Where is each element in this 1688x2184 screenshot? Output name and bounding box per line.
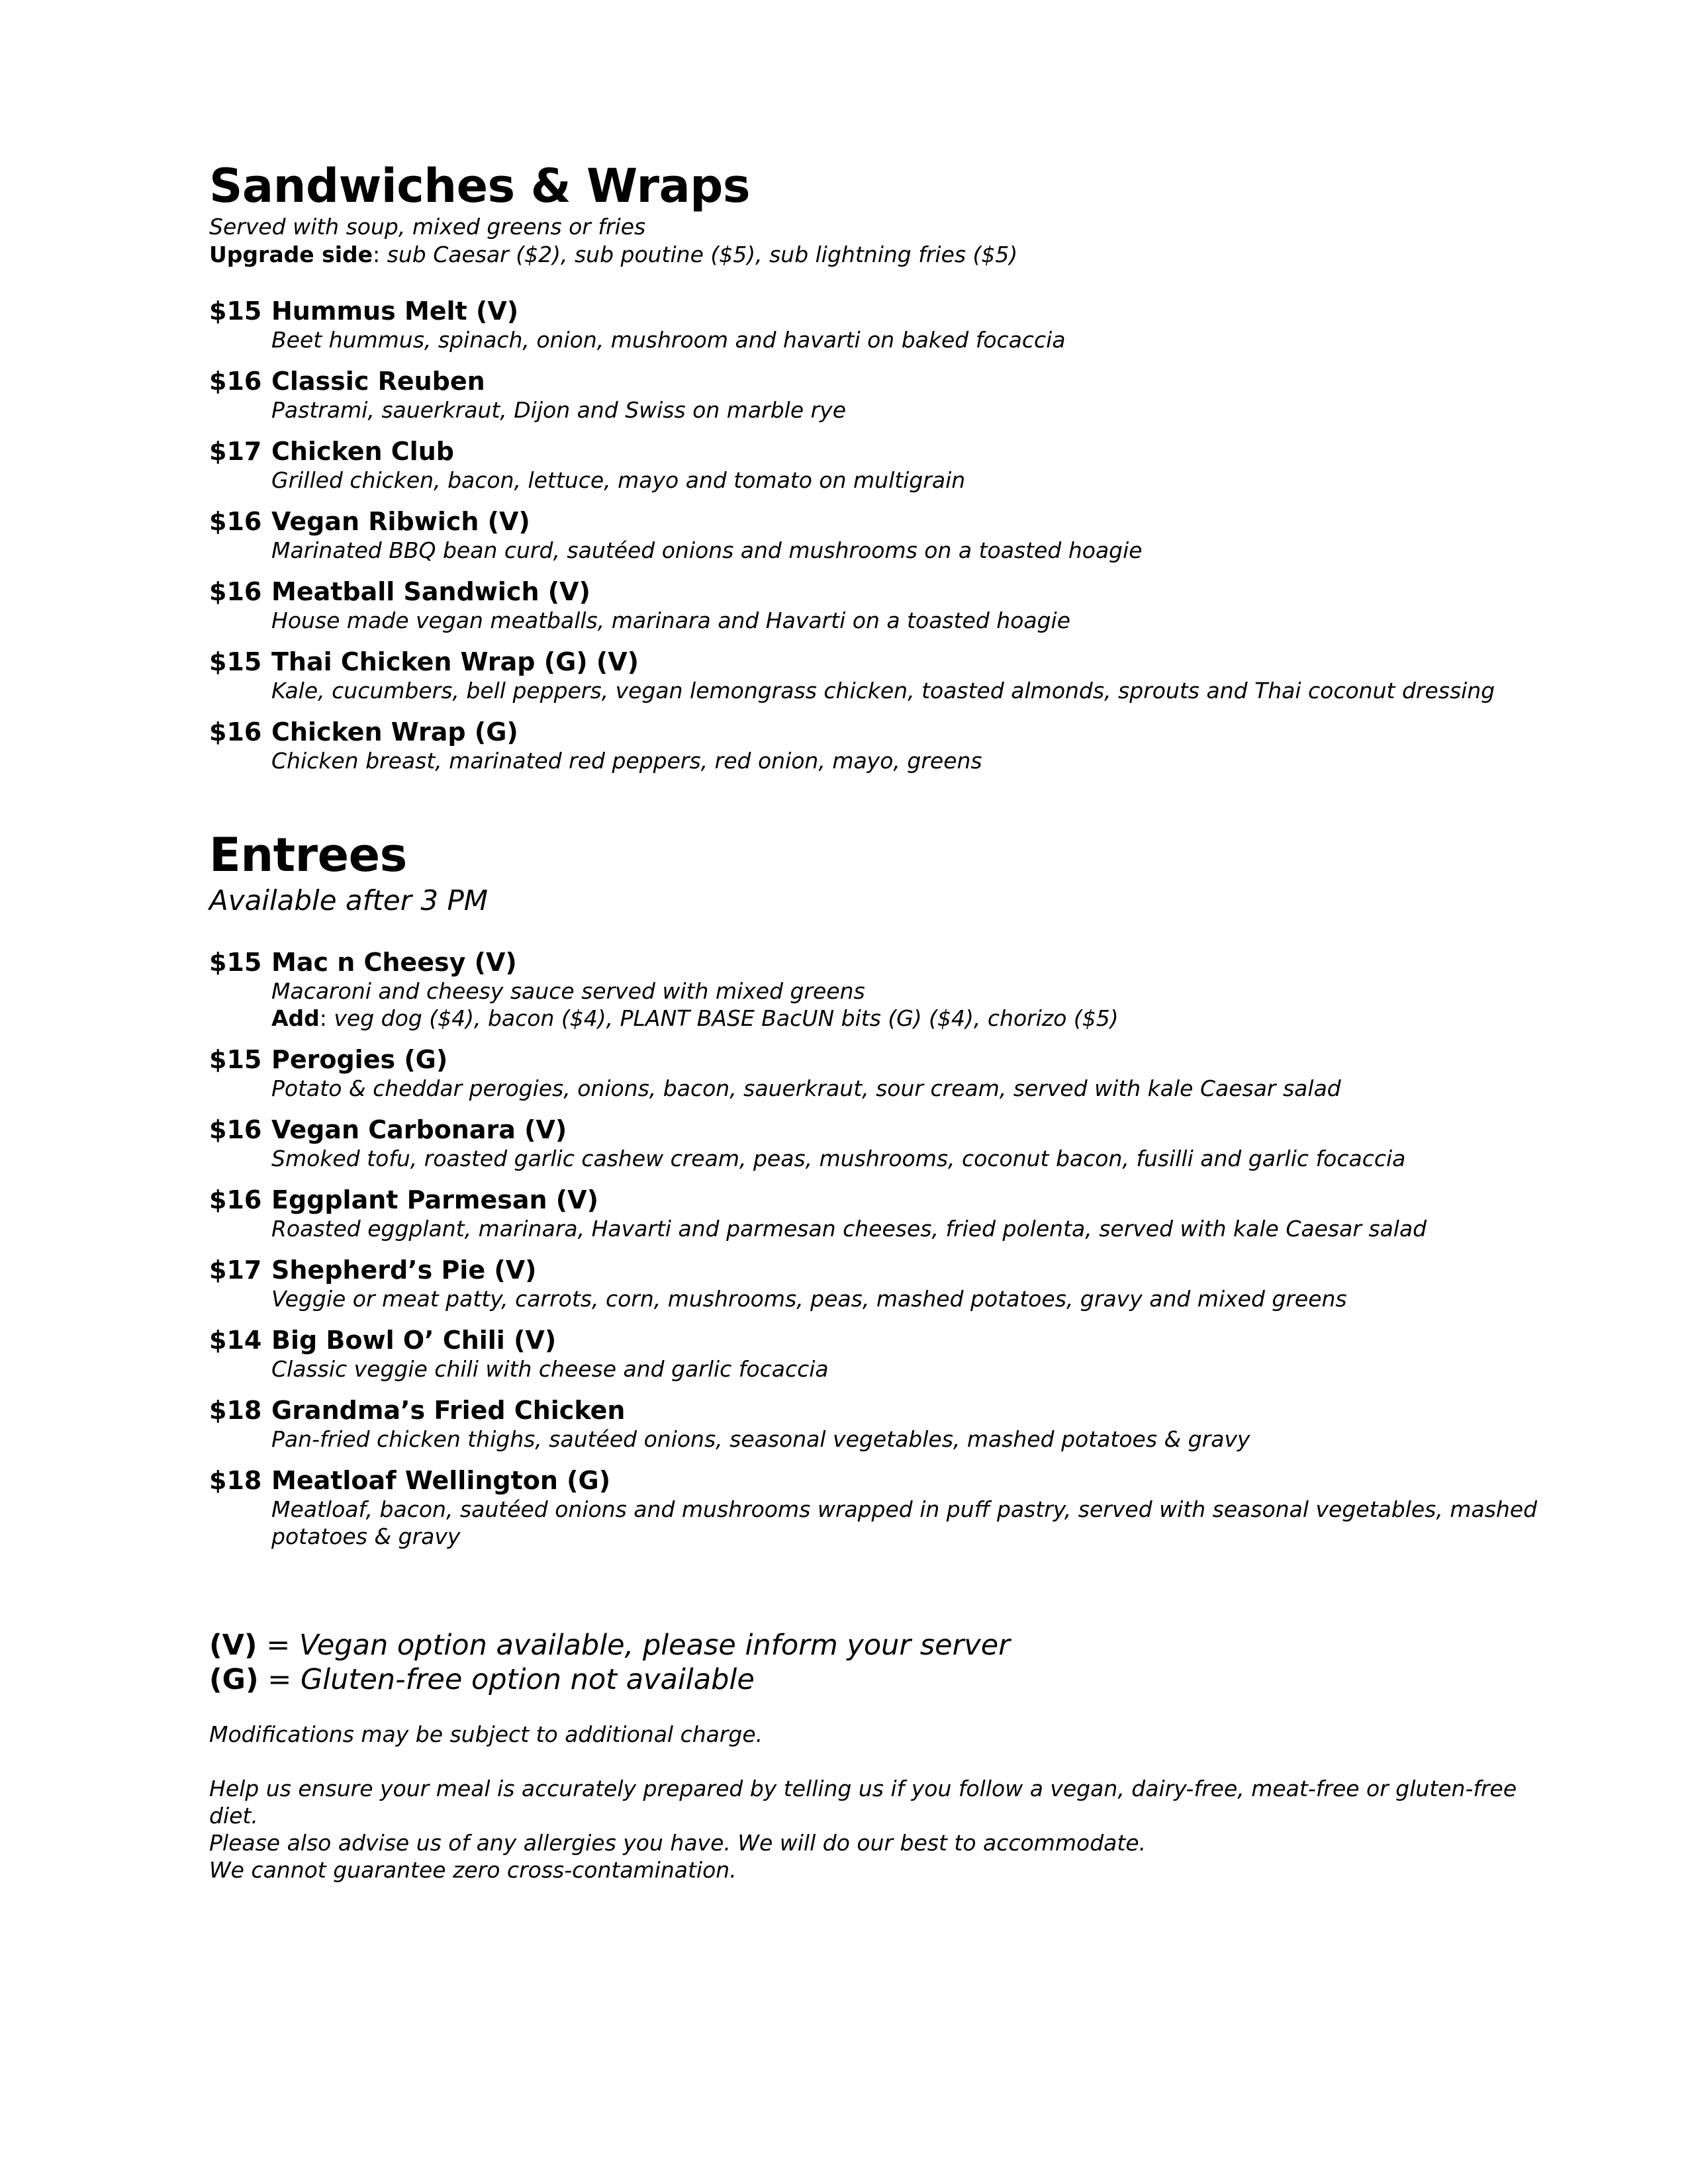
item-name: Meatball Sandwich (V): [271, 577, 590, 606]
item-price: $16: [209, 507, 262, 536]
menu-item: [209, 1395, 1540, 1453]
add-options: veg dog ($4), bacon ($4), PLANT BASE BacUN bits (G) ($4), chorizo ($5): [334, 1005, 1119, 1031]
dietary-legend: [209, 1628, 1010, 1697]
served-with-text: Served with soup, mixed greens or fries: [209, 214, 646, 240]
sandwiches-list: [209, 296, 1540, 787]
item-price: $17: [209, 437, 262, 466]
item-description: Veggie or meat patty, carrots, corn, mushrooms, peas, mashed potatoes, gravy and mixed greens: [271, 1286, 1347, 1312]
item-name: Chicken Club: [271, 437, 454, 466]
legend-vegan: [209, 1628, 1010, 1662]
item-name: Mac n Cheesy (V): [271, 948, 517, 977]
item-description: Potato & cheddar perogies, onions, bacon, sauerkraut, sour cream, served with kale Caesar salad: [271, 1075, 1341, 1101]
menu-item: [209, 1325, 1540, 1383]
item-description: Pan-fried chicken thighs, sautéed onions, seasonal vegetables, mashed potatoes & gravy: [271, 1426, 1250, 1452]
item-price: $16: [209, 717, 262, 747]
menu-item: [209, 576, 1540, 634]
menu-item: [209, 717, 1540, 774]
item-price: $15: [209, 296, 262, 326]
item-description: Smoked tofu, roasted garlic cashew cream, peas, mushrooms, coconut bacon, fusilli and garlic focaccia: [271, 1146, 1406, 1171]
item-price: $16: [209, 1185, 262, 1214]
item-name: Perogies (G): [271, 1045, 448, 1074]
item-price: $16: [209, 367, 262, 396]
item-add-ons: Add: veg dog ($4), bacon ($4), PLANT BASE BacUN bits (G) ($4), chorizo ($5): [271, 1005, 1119, 1031]
item-name: Thai Chicken Wrap (G) (V): [271, 647, 639, 676]
item-description: Meatloaf, bacon, sautéed onions and mushrooms wrapped in puff pastry, served with seasonal vegetables, mashed potatoes & gravy: [271, 1496, 1538, 1549]
item-name: Meatloaf Wellington (G): [271, 1466, 611, 1495]
menu-item: [209, 506, 1540, 564]
cross-contamination-note: We cannot guarantee zero cross-contamination.: [209, 1857, 737, 1883]
entrees-list: [209, 947, 1540, 1563]
item-name: Eggplant Parmesan (V): [271, 1185, 598, 1214]
item-price: $17: [209, 1255, 262, 1285]
diet-note: Help us ensure your meal is accurately prepared by telling us if you follow a vegan, dairy-free, meat-free or gluten-free diet.: [209, 1776, 1517, 1829]
menu-item: [209, 1255, 1540, 1312]
upgrade-side-text: Upgrade side: sub Caesar ($2), sub poutine ($5), sub lightning fries ($5): [209, 242, 1018, 267]
item-name: Classic Reuben: [271, 367, 485, 396]
add-label: Add: [271, 1005, 320, 1031]
menu-item: [209, 647, 1540, 704]
item-description: House made vegan meatballs, marinara and Havarti on a toasted hoagie: [271, 608, 1071, 633]
item-price: $16: [209, 577, 262, 606]
menu-item: [209, 296, 1540, 353]
allergy-note: Please also advise us of any allergies you have. We will do our best to accommodate.: [209, 1830, 1147, 1856]
sandwiches-intro: [209, 213, 1017, 269]
item-description: Roasted eggplant, marinara, Havarti and parmesan cheeses, fried polenta, served with kale Caesar salad: [271, 1216, 1427, 1242]
sandwiches-title: Sandwiches & Wraps: [209, 159, 751, 213]
legend-v-key: (V): [209, 1629, 258, 1662]
item-price: $18: [209, 1396, 262, 1425]
modifications-note: Modifications may be subject to additional charge.: [209, 1721, 763, 1747]
legend-gluten: [209, 1662, 1010, 1697]
menu-notes: [209, 1721, 1540, 1884]
item-description: Pastrami, sauerkraut, Dijon and Swiss on marble rye: [271, 397, 847, 423]
item-description: Grilled chicken, bacon, lettuce, mayo and tomato on multigrain: [271, 467, 966, 493]
item-name: Vegan Ribwich (V): [271, 507, 530, 536]
item-name: Vegan Carbonara (V): [271, 1115, 567, 1144]
upgrade-side-options: sub Caesar ($2), sub poutine ($5), sub lightning fries ($5): [387, 242, 1018, 267]
upgrade-side-label: Upgrade side: [209, 242, 373, 267]
item-price: $15: [209, 948, 262, 977]
item-description: Macaroni and cheesy sauce served with mixed greens: [271, 978, 865, 1004]
item-name: Big Bowl O’ Chili (V): [271, 1326, 557, 1355]
menu-item: [209, 436, 1540, 494]
item-description: Classic veggie chili with cheese and garlic focaccia: [271, 1356, 829, 1382]
item-name: Grandma’s Fried Chicken: [271, 1396, 626, 1425]
item-name: Shepherd’s Pie (V): [271, 1255, 537, 1285]
legend-g-key: (G): [209, 1663, 259, 1696]
menu-item: [209, 1044, 1540, 1102]
menu-item: [209, 1185, 1540, 1242]
item-price: $14: [209, 1326, 262, 1355]
item-description: Beet hummus, spinach, onion, mushroom and havarti on baked focaccia: [271, 327, 1066, 353]
item-description: Kale, cucumbers, bell peppers, vegan lemongrass chicken, toasted almonds, sprouts and Thai coconut dressing: [271, 678, 1495, 704]
item-description: Marinated BBQ bean curd, sautéed onions and mushrooms on a toasted hoagie: [271, 537, 1143, 563]
item-description: Chicken breast, marinated red peppers, red onion, mayo, greens: [271, 748, 982, 774]
entrees-title: Entrees: [209, 828, 407, 882]
menu-item: [209, 947, 1540, 1032]
menu-item: [209, 1115, 1540, 1172]
entrees-subtitle: Available after 3 PM: [209, 884, 489, 917]
legend-g-text: = Gluten-free option not available: [258, 1663, 755, 1696]
item-name: Chicken Wrap (G): [271, 717, 518, 747]
menu-item: [209, 366, 1540, 424]
item-price: $15: [209, 647, 262, 676]
item-price: $16: [209, 1115, 262, 1144]
menu-item: [209, 1465, 1540, 1550]
item-price: $15: [209, 1045, 262, 1074]
item-name: Hummus Melt (V): [271, 296, 519, 326]
legend-v-text: = Vegan option available, please inform your server: [257, 1629, 1010, 1662]
item-price: $18: [209, 1466, 262, 1495]
